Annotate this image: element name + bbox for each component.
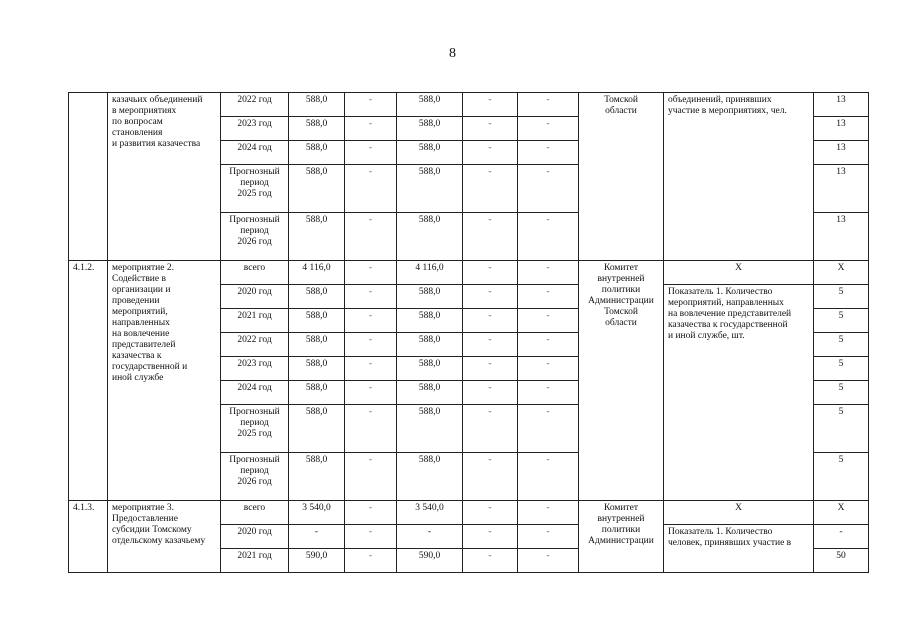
program-table	[68, 92, 869, 573]
target-value-cell: 13	[814, 141, 869, 165]
federal-cell: -	[345, 549, 397, 573]
regional-cell: 588,0	[397, 165, 463, 213]
regional-cell: 588,0	[397, 285, 463, 309]
other-cell: -	[518, 213, 579, 261]
period-cell: 2024 год	[221, 381, 289, 405]
target-value-cell: 5	[814, 381, 869, 405]
target-value-cell: 5	[814, 285, 869, 309]
total-cell: 588,0	[289, 93, 345, 117]
regional-cell: 588,0	[397, 357, 463, 381]
federal-cell: -	[345, 285, 397, 309]
federal-cell: -	[345, 501, 397, 525]
total-cell: 588,0	[289, 213, 345, 261]
indicator-cell: Показатель 1. Количество человек, принявших участие в	[664, 525, 814, 573]
local-cell: -	[463, 309, 518, 333]
period-cell: 2022 год	[221, 333, 289, 357]
federal-cell: -	[345, 381, 397, 405]
regional-cell: 4 116,0	[397, 261, 463, 285]
total-cell: 588,0	[289, 117, 345, 141]
other-cell: -	[518, 549, 579, 573]
total-cell: 588,0	[289, 333, 345, 357]
federal-cell: -	[345, 309, 397, 333]
target-value-cell: Х	[814, 261, 869, 285]
total-cell: 588,0	[289, 357, 345, 381]
indicator-cell: Х	[664, 501, 814, 525]
federal-cell: -	[345, 453, 397, 501]
other-cell: -	[518, 165, 579, 213]
indicator-cell: объединений, принявших участие в мероприятиях, чел.	[664, 93, 814, 261]
period-cell: 2023 год	[221, 357, 289, 381]
other-cell: -	[518, 333, 579, 357]
executor-cell: Комитет внутренней политики Администрации	[579, 501, 664, 573]
period-cell: 2023 год	[221, 117, 289, 141]
item-name: мероприятие 3. Предоставление субсидии Томскому отдельскому казачьему	[108, 501, 221, 573]
other-cell: -	[518, 261, 579, 285]
executor-cell: Томской области	[579, 93, 664, 261]
local-cell: -	[463, 285, 518, 309]
other-cell: -	[518, 285, 579, 309]
target-value-cell: -	[814, 525, 869, 549]
period-cell: 2020 год	[221, 285, 289, 309]
other-cell: -	[518, 453, 579, 501]
target-value-cell: 13	[814, 117, 869, 141]
target-value-cell: 13	[814, 93, 869, 117]
period-cell: 2024 год	[221, 141, 289, 165]
target-value-cell: 5	[814, 357, 869, 381]
local-cell: -	[463, 141, 518, 165]
target-value-cell: 5	[814, 309, 869, 333]
item-index: 4.1.2.	[69, 261, 108, 501]
regional-cell: 588,0	[397, 213, 463, 261]
other-cell: -	[518, 381, 579, 405]
table-row	[69, 93, 869, 117]
regional-cell: 588,0	[397, 405, 463, 453]
federal-cell: -	[345, 357, 397, 381]
total-cell: -	[289, 525, 345, 549]
local-cell: -	[463, 333, 518, 357]
other-cell: -	[518, 141, 579, 165]
federal-cell: -	[345, 333, 397, 357]
page-number: 8	[449, 46, 456, 61]
table-row	[69, 501, 869, 525]
total-cell: 588,0	[289, 285, 345, 309]
total-cell: 588,0	[289, 405, 345, 453]
item-index	[69, 93, 108, 261]
regional-cell: 3 540,0	[397, 501, 463, 525]
item-name: мероприятие 2. Содействие в организации и проведении мероприятий, направленных на вовлечение представителей казачества к государственной и иной службе	[108, 261, 221, 501]
local-cell: -	[463, 381, 518, 405]
federal-cell: -	[345, 93, 397, 117]
federal-cell: -	[345, 525, 397, 549]
local-cell: -	[463, 261, 518, 285]
local-cell: -	[463, 357, 518, 381]
executor-cell: Комитет внутренней политики Администрации Томской области	[579, 261, 664, 501]
target-value-cell: 5	[814, 333, 869, 357]
period-cell: 2022 год	[221, 93, 289, 117]
target-value-cell: 13	[814, 165, 869, 213]
period-cell: Прогнозный период 2025 год	[221, 405, 289, 453]
local-cell: -	[463, 501, 518, 525]
target-value-cell: Х	[814, 501, 869, 525]
local-cell: -	[463, 453, 518, 501]
item-index: 4.1.3.	[69, 501, 108, 573]
regional-cell: 588,0	[397, 141, 463, 165]
regional-cell: 588,0	[397, 453, 463, 501]
local-cell: -	[463, 405, 518, 453]
period-cell: 2021 год	[221, 549, 289, 573]
total-cell: 3 540,0	[289, 501, 345, 525]
total-cell: 588,0	[289, 141, 345, 165]
other-cell: -	[518, 93, 579, 117]
period-cell: Прогнозный период 2025 год	[221, 165, 289, 213]
federal-cell: -	[345, 405, 397, 453]
regional-cell: 588,0	[397, 117, 463, 141]
period-cell: всего	[221, 261, 289, 285]
federal-cell: -	[345, 117, 397, 141]
regional-cell: 588,0	[397, 309, 463, 333]
other-cell: -	[518, 405, 579, 453]
total-cell: 588,0	[289, 453, 345, 501]
local-cell: -	[463, 117, 518, 141]
total-cell: 588,0	[289, 309, 345, 333]
total-cell: 590,0	[289, 549, 345, 573]
item-name: казачьих объединений в мероприятиях по вопросам становления и развития казачества	[108, 93, 221, 261]
regional-cell: 588,0	[397, 93, 463, 117]
local-cell: -	[463, 93, 518, 117]
period-cell: Прогнозный период 2026 год	[221, 453, 289, 501]
federal-cell: -	[345, 261, 397, 285]
regional-cell: 590,0	[397, 549, 463, 573]
other-cell: -	[518, 117, 579, 141]
local-cell: -	[463, 213, 518, 261]
local-cell: -	[463, 549, 518, 573]
period-cell: Прогнозный период 2026 год	[221, 213, 289, 261]
table-row	[69, 261, 869, 285]
period-cell: 2021 год	[221, 309, 289, 333]
federal-cell: -	[345, 213, 397, 261]
target-value-cell: 5	[814, 453, 869, 501]
other-cell: -	[518, 525, 579, 549]
local-cell: -	[463, 165, 518, 213]
target-value-cell: 13	[814, 213, 869, 261]
local-cell: -	[463, 525, 518, 549]
regional-cell: 588,0	[397, 381, 463, 405]
period-cell: 2020 год	[221, 525, 289, 549]
federal-cell: -	[345, 141, 397, 165]
total-cell: 588,0	[289, 381, 345, 405]
period-cell: всего	[221, 501, 289, 525]
indicator-cell: Х	[664, 261, 814, 285]
federal-cell: -	[345, 165, 397, 213]
other-cell: -	[518, 501, 579, 525]
target-value-cell: 5	[814, 405, 869, 453]
indicator-cell: Показатель 1. Количество мероприятий, направленных на вовлечение представителей казачества к государственной и иной службе, шт.	[664, 285, 814, 501]
other-cell: -	[518, 357, 579, 381]
target-value-cell: 50	[814, 549, 869, 573]
regional-cell: 588,0	[397, 333, 463, 357]
other-cell: -	[518, 309, 579, 333]
total-cell: 4 116,0	[289, 261, 345, 285]
total-cell: 588,0	[289, 165, 345, 213]
regional-cell: -	[397, 525, 463, 549]
